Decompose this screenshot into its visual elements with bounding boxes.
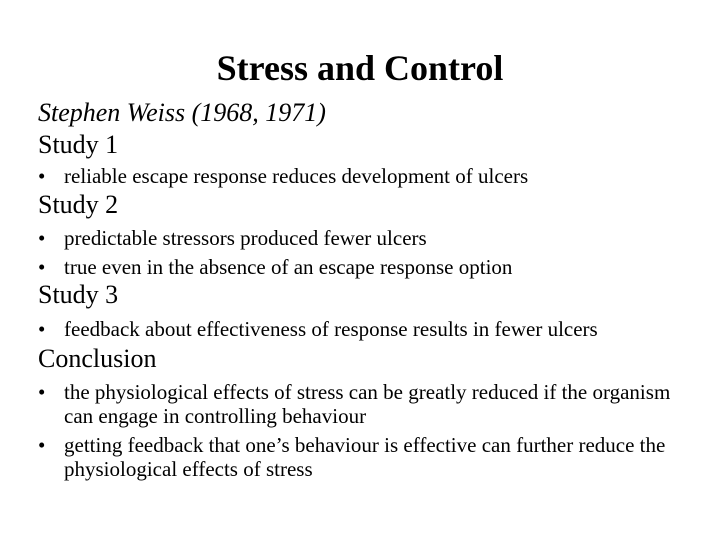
bullet-text: true even in the absence of an escape response option bbox=[64, 255, 513, 279]
bullet-item bbox=[38, 380, 698, 428]
bullet-text: getting feedback that one’s behaviour is effective can further reduce the physiological effects of stress bbox=[64, 433, 666, 481]
bullet-list-conclusion bbox=[38, 380, 698, 481]
bullet-item bbox=[38, 255, 698, 279]
bullet-item bbox=[38, 433, 698, 481]
slide-content bbox=[38, 97, 698, 481]
slide-subtitle: Stephen Weiss (1968, 1971) bbox=[38, 98, 326, 127]
bullet-text: predictable stressors produced fewer ulcers bbox=[64, 226, 427, 250]
slide-title: Stress and Control bbox=[216, 48, 504, 88]
bullet-list-study-3 bbox=[38, 317, 698, 341]
bullet-icon: • bbox=[38, 380, 46, 404]
section-heading-conclusion: Conclusion bbox=[38, 344, 157, 373]
bullet-icon: • bbox=[38, 255, 46, 279]
bullet-list-study-2 bbox=[38, 226, 698, 279]
bullet-icon: • bbox=[38, 433, 46, 457]
bullet-item bbox=[38, 317, 698, 341]
section-heading-study-1: Study 1 bbox=[38, 130, 119, 159]
bullet-icon: • bbox=[38, 226, 46, 250]
bullet-icon: • bbox=[38, 317, 46, 341]
bullet-item bbox=[38, 226, 698, 250]
section-heading-study-2: Study 2 bbox=[38, 190, 119, 219]
bullet-item bbox=[38, 164, 698, 188]
bullet-text: the physiological effects of stress can be greatly reduced if the organism can engage in controlling behaviour bbox=[64, 380, 671, 428]
bullet-text: feedback about effectiveness of response results in fewer ulcers bbox=[64, 317, 598, 341]
section-heading-study-3: Study 3 bbox=[38, 280, 119, 309]
bullet-text: reliable escape response reduces development of ulcers bbox=[64, 164, 529, 188]
bullet-list-study-1 bbox=[38, 164, 698, 188]
bullet-icon: • bbox=[38, 164, 46, 188]
